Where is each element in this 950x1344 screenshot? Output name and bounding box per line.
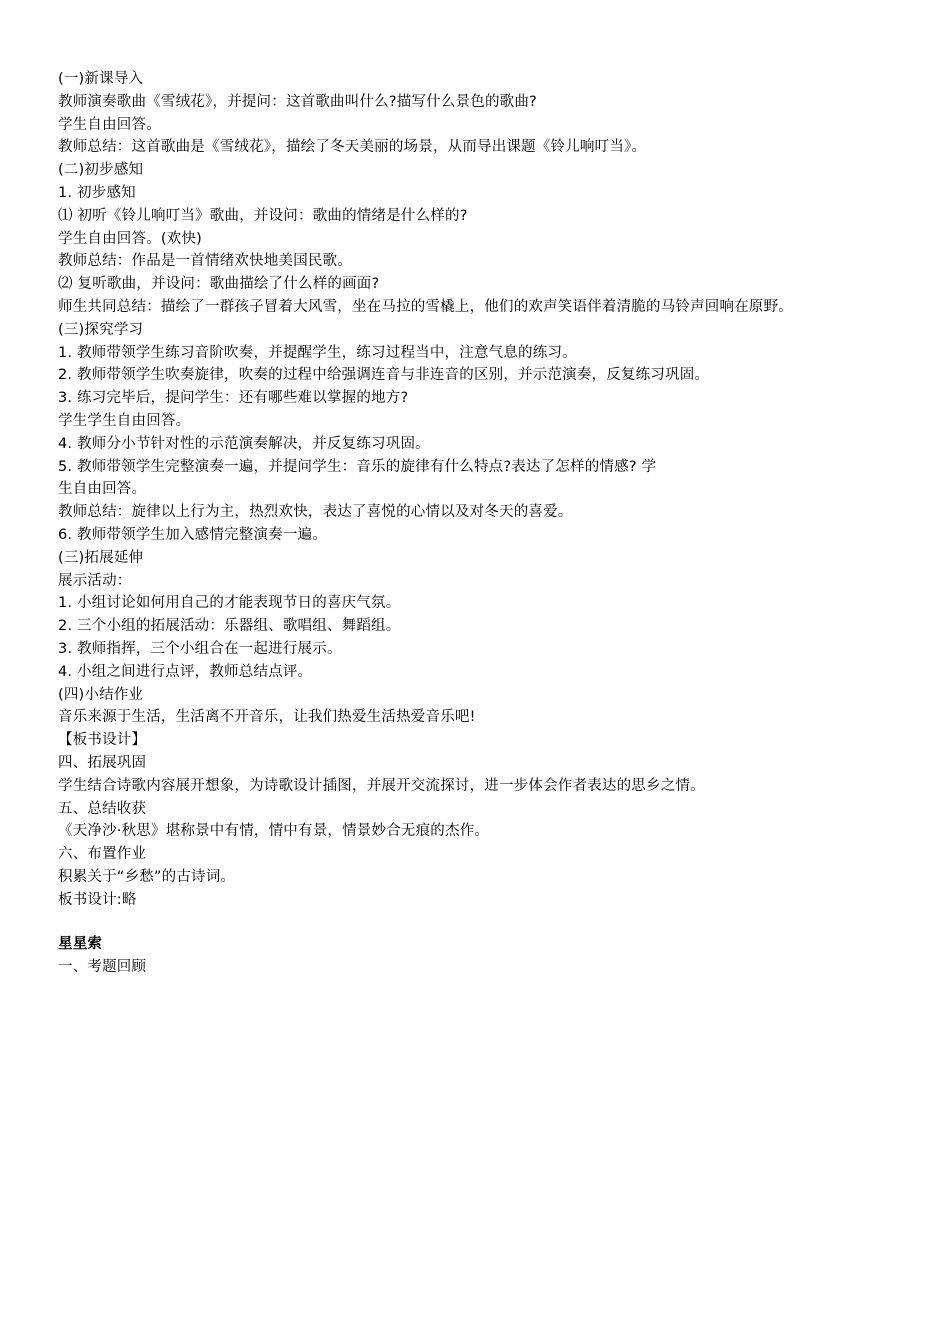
text-line: 3. 教师指挥，三个小组合在一起进行展示。 — [58, 640, 342, 657]
section-title: 星星索 — [58, 936, 103, 953]
text-line: 教师总结：旋律以上行为主，热烈欢快，表达了喜悦的心情以及对冬天的喜爱。 — [58, 504, 573, 521]
document-page — [58, 68, 938, 979]
text-line: 1. 初步感知 — [58, 184, 136, 201]
text-line: 2. 教师带领学生吹奏旋律，吹奏的过程中给强调连音与非连音的区别，并示范演奏，反复练习巩固。 — [58, 367, 710, 384]
text-line: 4. 教师分小节针对性的示范演奏解决，并反复练习巩固。 — [58, 435, 430, 452]
text-line: (三)拓展延伸 — [58, 549, 144, 566]
text-line: 展示活动： — [58, 572, 132, 589]
text-line: ⑴ 初听《铃儿响叮当》歌曲，并设问：歌曲的情绪是什么样的? — [58, 207, 468, 224]
text-line: 5. 教师带领学生完整演奏一遍，并提问学生：音乐的旋律有什么特点?表达了怎样的情感? 学 — [58, 458, 657, 475]
text-line: 1. 教师带领学生练习音阶吹奏，并提醒学生，练习过程当中，注意气息的练习。 — [58, 344, 577, 361]
section-subtitle: 一、考题回顾 — [58, 959, 147, 976]
text-line: ⑵ 复听歌曲，并设问：歌曲描绘了什么样的画面? — [58, 276, 380, 293]
text-line: 学生学生自由回答。 — [58, 412, 191, 429]
text-line: 学生自由回答。(欢快) — [58, 230, 203, 247]
text-line: (一)新课导入 — [58, 71, 144, 87]
text-line: 六、布置作业 — [58, 846, 147, 863]
document-body — [58, 68, 938, 911]
text-line: 《天净沙·秋思》堪称景中有情，情中有景，情景妙合无痕的杰作。 — [58, 823, 490, 840]
text-line: 板书设计:略 — [58, 891, 137, 908]
text-line: 【板书设计】 — [58, 732, 147, 749]
text-line: 4. 小组之间进行点评，教师总结点评。 — [58, 663, 313, 680]
text-line: (三)探究学习 — [58, 321, 144, 338]
text-line: 1. 小组讨论如何用自己的才能表现节日的喜庆气氛。 — [58, 595, 401, 612]
text-line: 2. 三个小组的拓展活动：乐器组、歌唱组、舞蹈组。 — [58, 618, 401, 635]
text-line: 6. 教师带领学生加入感情完整演奏一遍。 — [58, 526, 327, 543]
text-line: 四、拓展巩固 — [58, 754, 147, 771]
text-line: 3. 练习完毕后，提问学生：还有哪些难以掌握的地方? — [58, 390, 409, 407]
text-line: 五、总结收获 — [58, 800, 147, 817]
text-line: 教师总结：作品是一首情绪欢快地美国民歌。 — [58, 253, 352, 270]
text-line: 学生自由回答。 — [58, 116, 161, 133]
text-line: 学生结合诗歌内容展开想象，为诗歌设计插图，并展开交流探讨，进一步体会作者表达的思乡之情。 — [58, 777, 705, 794]
text-line: 音乐来源于生活，生活离不开音乐，让我们热爱生活热爱音乐吧! — [58, 709, 476, 726]
text-line: 积累关于“乡愁”的古诗词。 — [58, 868, 236, 885]
text-line: 教师演奏歌曲《雪绒花》，并提问：这首歌曲叫什么?描写什么景色的歌曲? — [58, 93, 537, 110]
text-line: (二)初步感知 — [58, 162, 144, 179]
text-line: 生自由回答。 — [58, 481, 147, 498]
text-line: (四)小结作业 — [58, 686, 144, 703]
text-line: 师生共同总结：描绘了一群孩子冒着大风雪，坐在马拉的雪橇上，他们的欢声笑语伴着清脆的马铃声回响在原野。 — [58, 298, 793, 315]
spacer — [58, 911, 938, 933]
text-line: 教师总结：这首歌曲是《雪绒花》，描绘了冬天美丽的场景，从而导出课题《铃儿响叮当》。 — [58, 139, 647, 156]
